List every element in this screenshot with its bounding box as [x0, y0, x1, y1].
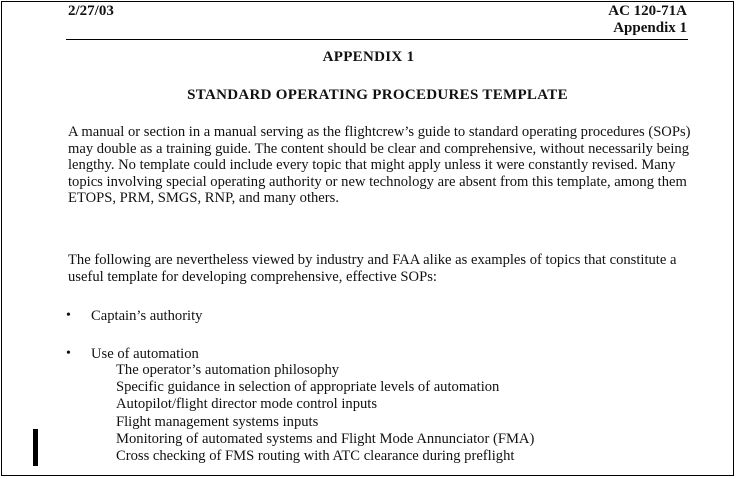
subitem-autopilot-inputs: Autopilot/flight director mode control inputs: [116, 396, 378, 413]
automation-subitems: [116, 362, 534, 465]
revision-change-bar: [33, 429, 38, 466]
subitem-automation-philosophy: The operator’s automation philosophy: [116, 362, 340, 378]
header-date: 2/27/03: [68, 3, 114, 19]
header-rule: [66, 39, 688, 40]
header-right: [608, 3, 687, 37]
appendix-title: APPENDIX 1: [322, 49, 415, 65]
subitem-automation-levels: Specific guidance in selection of appropriate levels of automation: [116, 379, 500, 396]
subitem-fms-cross-check: Cross checking of FMS routing with ATC clearance during preflight: [116, 447, 515, 464]
bullet-marker: •: [66, 308, 71, 323]
subitem-fma-monitoring: Monitoring of automated systems and Flight Mode Annunciator (FMA): [116, 430, 535, 447]
bullet-label: Captain’s authority: [91, 308, 203, 324]
header-ac-number: AC 120-71A: [608, 3, 687, 19]
document-title: STANDARD OPERATING PROCEDURES TEMPLATE: [187, 87, 568, 103]
subitem-fms-inputs: Flight management systems inputs: [116, 413, 319, 430]
header-appendix-label: Appendix 1: [613, 20, 687, 36]
intro-paragraph: A manual or section in a manual serving as the flightcrew’s guide to standard operating procedures (SOPs) may double as a training guide. The content should be clear and comprehensive, without necessarily being lengthy. No template could include every topic that might apply unless it were constantly revised. Many topics involving special operating authority or new technology are absent from this template, among them ETOPS, PRM, SMGS, RNP, and many others.: [68, 124, 691, 207]
topics-paragraph: The following are nevertheless viewed by industry and FAA alike as examples of topics that constitute a useful template for developing comprehensive, effective SOPs:: [68, 252, 677, 285]
bullet-label: Use of automation: [91, 346, 199, 362]
bullet-marker: •: [66, 346, 71, 361]
